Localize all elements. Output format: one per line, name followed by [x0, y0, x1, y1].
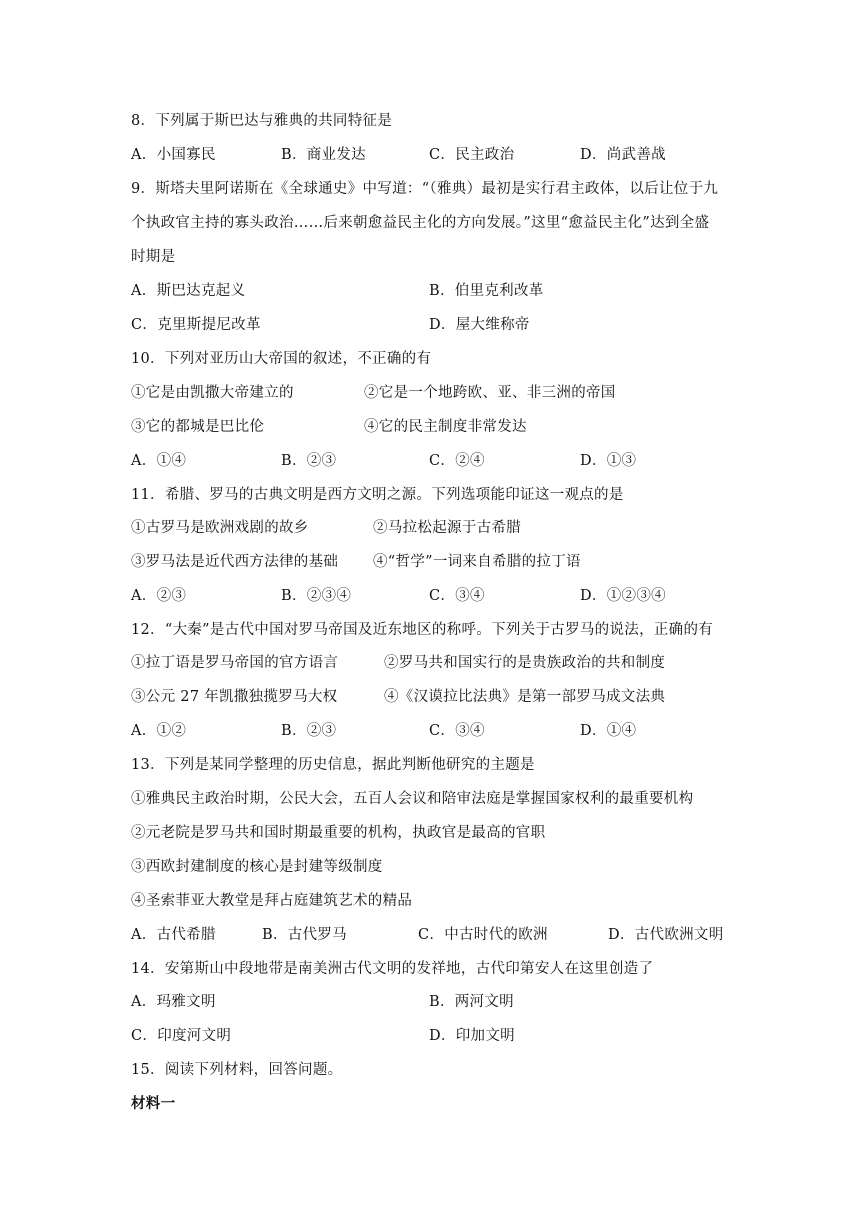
question-9-options-row-2 — [131, 314, 751, 336]
option-d: D．①②③④ — [580, 588, 666, 604]
option-a: A．斯巴达克起义 — [131, 283, 246, 299]
option-d: D．屋大维称帝 — [429, 317, 530, 333]
option-d: D．①③ — [580, 453, 637, 469]
question-14-stem: 14．安第斯山中段地带是南美洲古代文明的发祥地，古代印第安人在这里创造了 — [131, 961, 654, 977]
statement-3: ③罗马法是近代西方法律的基础 — [131, 554, 339, 570]
statement-1: ①雅典民主政治时期，公民大会，五百人会议和陪审法庭是掌握国家权利的最重要机构 — [131, 791, 694, 807]
question-12-stem: 12．“大秦”是古代中国对罗马帝国及近东地区的称呼。下列关于古罗马的说法，正确的有 — [131, 622, 714, 638]
question-11-statements-row-1 — [131, 517, 751, 539]
statement-3: ③它的都城是巴比伦 — [131, 419, 265, 435]
question-14-options-row-1 — [131, 991, 751, 1013]
option-a: A．玛雅文明 — [131, 994, 216, 1010]
option-a: A．小国寡民 — [131, 147, 216, 163]
option-c: C．③④ — [429, 723, 485, 739]
question-10-options — [131, 450, 751, 472]
statement-2: ②马拉松起源于古希腊 — [373, 520, 521, 536]
question-12-statements-row-1 — [131, 652, 751, 674]
option-d: D．古代欧洲文明 — [608, 927, 724, 943]
statement-1: ①拉丁语是罗马帝国的官方语言 — [131, 655, 339, 671]
option-c: C．克里斯提尼改革 — [131, 317, 261, 333]
option-b: B．②③④ — [281, 588, 352, 604]
material-label: 材料一 — [131, 1095, 176, 1112]
question-9-stem-line-1: 9．斯塔夫里阿诺斯在《全球通史》中写道：“（雅典）最初是实行君主政体，以后让位于九 — [131, 181, 719, 197]
question-11-statements-row-2 — [131, 551, 751, 573]
statement-3: ③公元 27 年凯撒独揽罗马大权 — [131, 689, 338, 705]
question-10-statements-row-1 — [131, 382, 751, 404]
statement-4: ④它的民主制度非常发达 — [364, 419, 527, 435]
statement-2: ②罗马共和国实行的是贵族政治的共和制度 — [384, 655, 666, 671]
statement-2: ②元老院是罗马共和国时期最重要的机构，执政官是最高的官职 — [131, 825, 546, 841]
question-9-stem-line-3: 时期是 — [131, 249, 176, 265]
question-9-stem-line-2: 个执政官主持的寡头政治……后来朝愈益民主化的方向发展。”这里“愈益民主化”达到全盛 — [131, 215, 710, 231]
question-12-options — [131, 720, 751, 742]
statement-3: ③西欧封建制度的核心是封建等级制度 — [131, 859, 383, 875]
statement-4: ④“哲学”一词来自希腊的拉丁语 — [373, 554, 581, 570]
question-15-stem: 15．阅读下列材料，回答问题。 — [131, 1062, 343, 1078]
option-b: B．②③ — [281, 453, 337, 469]
option-b: B．②③ — [281, 723, 337, 739]
question-10-statements-row-2 — [131, 416, 751, 438]
option-d: D．印加文明 — [429, 1028, 515, 1044]
option-c: C．③④ — [429, 588, 485, 604]
statement-1: ①它是由凯撒大帝建立的 — [131, 385, 294, 401]
question-9-options-row-1 — [131, 280, 751, 302]
option-c: C．印度河文明 — [131, 1028, 232, 1044]
option-a: A．①④ — [131, 453, 187, 469]
question-13-options — [131, 924, 751, 946]
statement-4: ④圣索菲亚大教堂是拜占庭建筑艺术的精品 — [131, 893, 413, 909]
question-11-stem: 11．希腊、罗马的古典文明是西方文明之源。下列选项能印证这一观点的是 — [131, 487, 624, 503]
option-b: B．商业发达 — [281, 147, 366, 163]
option-a: A．古代希腊 — [131, 927, 216, 943]
option-c: C．民主政治 — [429, 147, 515, 163]
option-a: A．①② — [131, 723, 187, 739]
question-10-stem: 10．下列对亚历山大帝国的叙述，不正确的有 — [131, 351, 432, 367]
option-c: C．中古时代的欧洲 — [418, 927, 548, 943]
statement-1: ①古罗马是欧洲戏剧的故乡 — [131, 520, 309, 536]
option-d: D．①④ — [580, 723, 637, 739]
option-b: B．伯里克利改革 — [429, 283, 544, 299]
option-d: D．尚武善战 — [580, 147, 666, 163]
statement-2: ②它是一个地跨欧、亚、非三洲的帝国 — [364, 385, 616, 401]
question-8-stem: 8．下列属于斯巴达与雅典的共同特征是 — [131, 113, 393, 129]
question-8-options — [131, 144, 751, 166]
question-13-stem: 13．下列是某同学整理的历史信息，据此判断他研究的主题是 — [131, 757, 535, 773]
option-b: B．古代罗马 — [262, 927, 347, 943]
question-11-options — [131, 585, 751, 607]
statement-4: ④《汉谟拉比法典》是第一部罗马成文法典 — [384, 689, 666, 705]
question-14-options-row-2 — [131, 1025, 751, 1047]
option-b: B．两河文明 — [429, 994, 514, 1010]
option-a: A．②③ — [131, 588, 187, 604]
option-c: C．②④ — [429, 453, 485, 469]
question-12-statements-row-2 — [131, 686, 751, 708]
